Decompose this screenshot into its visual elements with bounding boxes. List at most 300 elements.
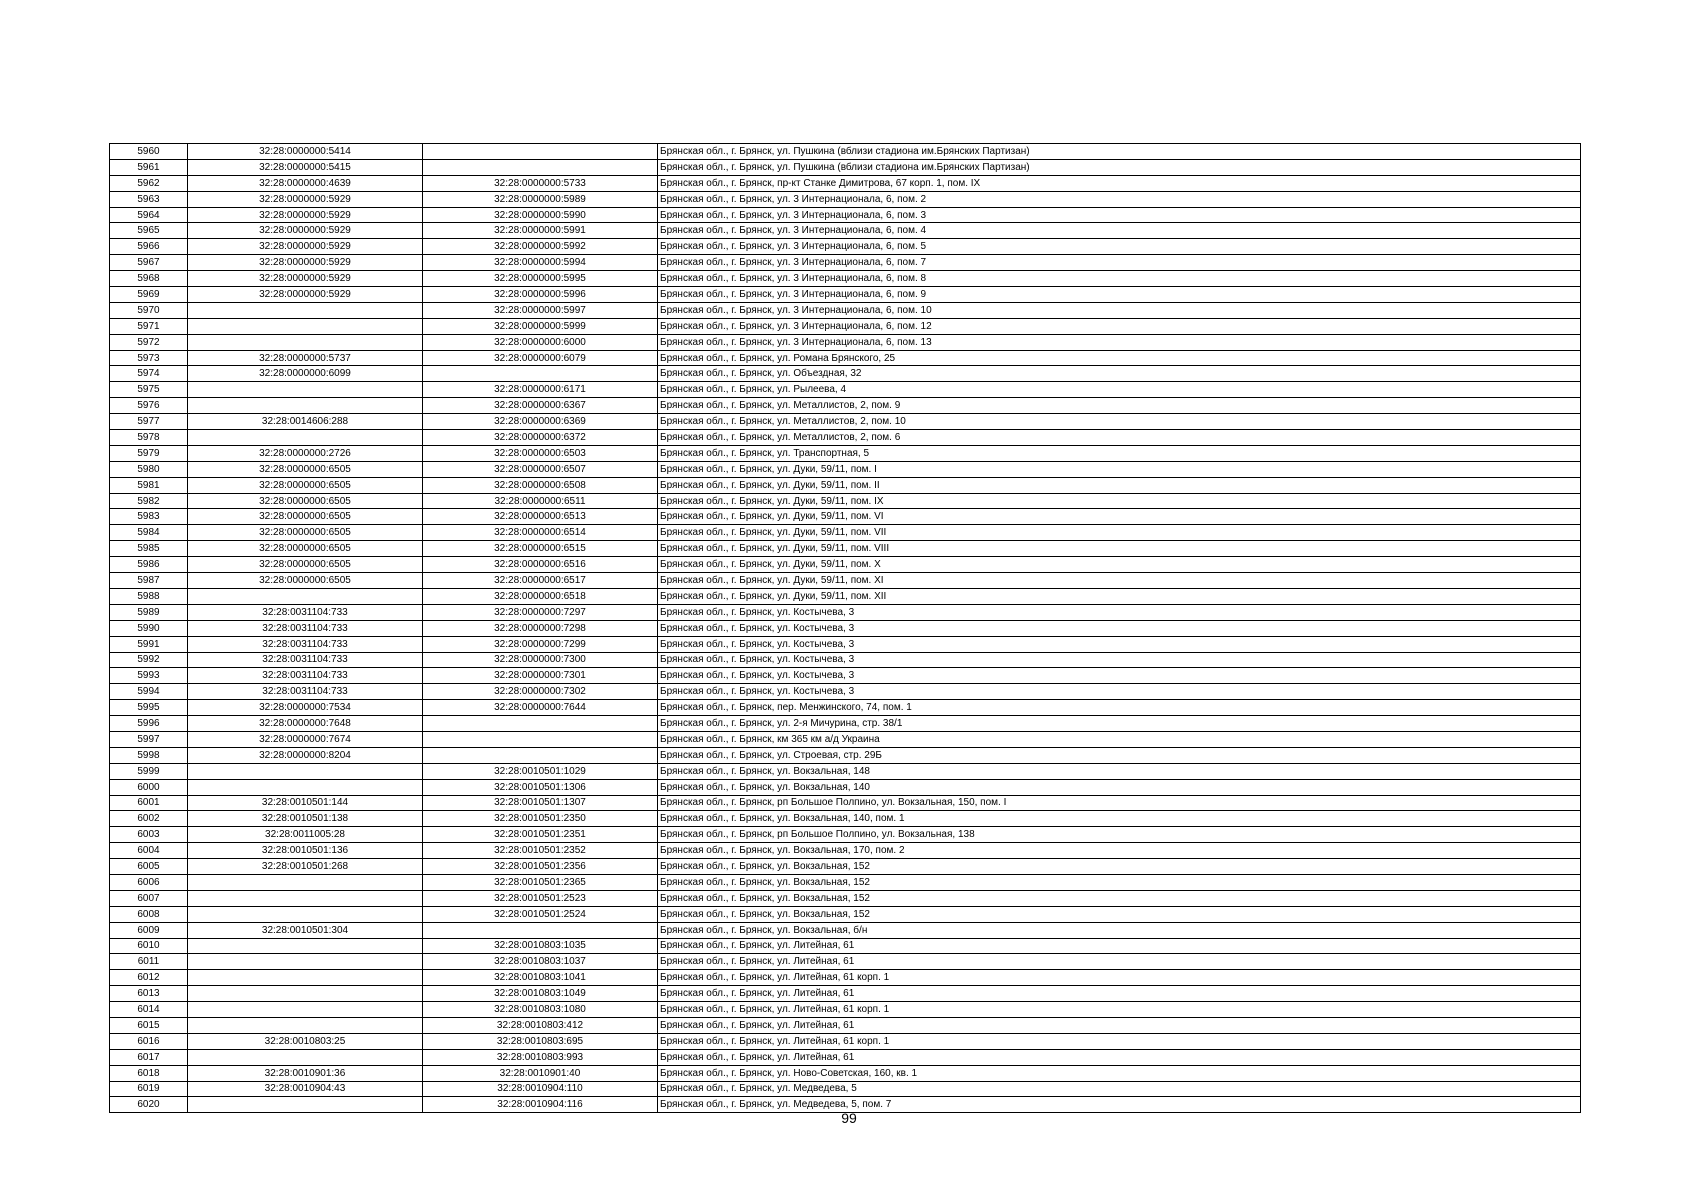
table-row	[110, 795, 1581, 811]
address-cell: Брянская обл., г. Брянск, ул. Ново-Советская, 160, кв. 1	[658, 1065, 1581, 1081]
related-cadastral-number-cell: 32:28:0010803:1041	[423, 970, 658, 986]
address-cell: Брянская обл., г. Брянск, ул. Дуки, 59/11, пом. VI	[658, 509, 1581, 525]
address-cell: Брянская обл., г. Брянск, ул. 2-я Мичурина, стр. 38/1	[658, 716, 1581, 732]
row-number-cell: 6007	[110, 890, 188, 906]
row-number-cell: 5996	[110, 716, 188, 732]
cadastral-number-cell: 32:28:0000000:5929	[188, 287, 423, 303]
cadastral-number-cell	[188, 986, 423, 1002]
cadastral-number-cell: 32:28:0000000:5929	[188, 271, 423, 287]
property-register-table	[109, 143, 1581, 1113]
address-cell: Брянская обл., г. Брянск, ул. Романа Брянского, 25	[658, 350, 1581, 366]
related-cadastral-number-cell: 32:28:0000000:6515	[423, 541, 658, 557]
row-number-cell: 5976	[110, 398, 188, 414]
cadastral-number-cell: 32:28:0000000:6505	[188, 461, 423, 477]
address-cell: Брянская обл., г. Брянск, ул. 3 Интернационала, 6, пом. 3	[658, 207, 1581, 223]
table-row	[110, 588, 1581, 604]
table-row	[110, 859, 1581, 875]
table-row	[110, 684, 1581, 700]
address-cell: Брянская обл., г. Брянск, пер. Менжинского, 74, пом. 1	[658, 700, 1581, 716]
row-number-cell: 5963	[110, 191, 188, 207]
cadastral-number-cell: 32:28:0000000:6099	[188, 366, 423, 382]
row-number-cell: 5965	[110, 223, 188, 239]
cadastral-number-cell: 32:28:0031104:733	[188, 636, 423, 652]
address-cell: Брянская обл., г. Брянск, ул. Вокзальная, 152	[658, 890, 1581, 906]
cadastral-number-cell: 32:28:0000000:7674	[188, 731, 423, 747]
row-number-cell: 6012	[110, 970, 188, 986]
related-cadastral-number-cell: 32:28:0010501:2524	[423, 906, 658, 922]
related-cadastral-number-cell: 32:28:0000000:6511	[423, 493, 658, 509]
table-row	[110, 541, 1581, 557]
address-cell: Брянская обл., г. Брянск, рп Большое Полпино, ул. Вокзальная, 150, пом. I	[658, 795, 1581, 811]
related-cadastral-number-cell: 32:28:0010501:2356	[423, 859, 658, 875]
address-cell: Брянская обл., г. Брянск, ул. Металлистов, 2, пом. 10	[658, 414, 1581, 430]
row-number-cell: 5994	[110, 684, 188, 700]
row-number-cell: 6003	[110, 827, 188, 843]
cadastral-number-cell	[188, 890, 423, 906]
row-number-cell: 6006	[110, 874, 188, 890]
row-number-cell: 6005	[110, 859, 188, 875]
row-number-cell: 6018	[110, 1065, 188, 1081]
address-cell: Брянская обл., г. Брянск, ул. Костычева, 3	[658, 636, 1581, 652]
table-row	[110, 350, 1581, 366]
table-row	[110, 430, 1581, 446]
table-row	[110, 1002, 1581, 1018]
row-number-cell: 5961	[110, 159, 188, 175]
row-number-cell: 6002	[110, 811, 188, 827]
cadastral-number-cell: 32:28:0000000:6505	[188, 493, 423, 509]
address-cell: Брянская обл., г. Брянск, ул. 3 Интернационала, 6, пом. 9	[658, 287, 1581, 303]
address-cell: Брянская обл., г. Брянск, ул. 3 Интернационала, 6, пом. 7	[658, 255, 1581, 271]
address-cell: Брянская обл., г. Брянск, ул. Вокзальная, б/н	[658, 922, 1581, 938]
related-cadastral-number-cell	[423, 366, 658, 382]
table-row	[110, 716, 1581, 732]
cadastral-number-cell: 32:28:0000000:8204	[188, 747, 423, 763]
table-row	[110, 414, 1581, 430]
related-cadastral-number-cell: 32:28:0010803:1049	[423, 986, 658, 1002]
cadastral-number-cell: 32:28:0000000:6505	[188, 557, 423, 573]
table-row	[110, 271, 1581, 287]
related-cadastral-number-cell: 32:28:0000000:5995	[423, 271, 658, 287]
address-cell: Брянская обл., г. Брянск, ул. Вокзальная, 148	[658, 763, 1581, 779]
address-cell: Брянская обл., г. Брянск, ул. Дуки, 59/11, пом. IX	[658, 493, 1581, 509]
address-cell: Брянская обл., г. Брянск, ул. Пушкина (вблизи стадиона им.Брянских Партизан)	[658, 144, 1581, 160]
address-cell: Брянская обл., г. Брянск, ул. Вокзальная, 140	[658, 779, 1581, 795]
cadastral-number-cell: 32:28:0000000:6505	[188, 541, 423, 557]
address-cell: Брянская обл., г. Брянск, ул. Дуки, 59/11, пом. XII	[658, 588, 1581, 604]
related-cadastral-number-cell: 32:28:0010803:1037	[423, 954, 658, 970]
related-cadastral-number-cell: 32:28:0000000:5990	[423, 207, 658, 223]
related-cadastral-number-cell: 32:28:0000000:7302	[423, 684, 658, 700]
related-cadastral-number-cell: 32:28:0000000:6503	[423, 445, 658, 461]
address-cell: Брянская обл., г. Брянск, ул. Литейная, 61	[658, 986, 1581, 1002]
row-number-cell: 5980	[110, 461, 188, 477]
row-number-cell: 6014	[110, 1002, 188, 1018]
table-row	[110, 986, 1581, 1002]
related-cadastral-number-cell	[423, 731, 658, 747]
related-cadastral-number-cell: 32:28:0000000:5999	[423, 318, 658, 334]
row-number-cell: 5991	[110, 636, 188, 652]
cadastral-number-cell: 32:28:0000000:7648	[188, 716, 423, 732]
cadastral-number-cell	[188, 398, 423, 414]
table-row	[110, 287, 1581, 303]
cadastral-number-cell	[188, 382, 423, 398]
related-cadastral-number-cell: 32:28:0000000:5733	[423, 175, 658, 191]
row-number-cell: 5993	[110, 668, 188, 684]
row-number-cell: 6008	[110, 906, 188, 922]
related-cadastral-number-cell: 32:28:0000000:5997	[423, 302, 658, 318]
table-row	[110, 636, 1581, 652]
row-number-cell: 5970	[110, 302, 188, 318]
cadastral-number-cell: 32:28:0000000:6505	[188, 509, 423, 525]
row-number-cell: 5983	[110, 509, 188, 525]
table-row	[110, 700, 1581, 716]
related-cadastral-number-cell: 32:28:0010501:2352	[423, 843, 658, 859]
cadastral-number-cell	[188, 906, 423, 922]
row-number-cell: 5969	[110, 287, 188, 303]
address-cell: Брянская обл., г. Брянск, ул. 3 Интернационала, 6, пом. 4	[658, 223, 1581, 239]
related-cadastral-number-cell: 32:28:0010501:2351	[423, 827, 658, 843]
table-row	[110, 239, 1581, 255]
related-cadastral-number-cell: 32:28:0000000:7301	[423, 668, 658, 684]
address-cell: Брянская обл., г. Брянск, ул. 3 Интернационала, 6, пом. 10	[658, 302, 1581, 318]
table-row	[110, 747, 1581, 763]
table-row	[110, 890, 1581, 906]
cadastral-number-cell	[188, 302, 423, 318]
cadastral-number-cell	[188, 318, 423, 334]
table-row	[110, 1049, 1581, 1065]
related-cadastral-number-cell	[423, 159, 658, 175]
address-cell: Брянская обл., г. Брянск, ул. Медведева, 5, пом. 7	[658, 1097, 1581, 1113]
cadastral-number-cell: 32:28:0000000:5414	[188, 144, 423, 160]
related-cadastral-number-cell: 32:28:0010501:1029	[423, 763, 658, 779]
row-number-cell: 5974	[110, 366, 188, 382]
related-cadastral-number-cell: 32:28:0000000:7300	[423, 652, 658, 668]
address-cell: Брянская обл., г. Брянск, ул. Рылеева, 4	[658, 382, 1581, 398]
address-cell: Брянская обл., г. Брянск, ул. Вокзальная, 152	[658, 906, 1581, 922]
related-cadastral-number-cell: 32:28:0000000:6518	[423, 588, 658, 604]
address-cell: Брянская обл., г. Брянск, ул. Костычева, 3	[658, 620, 1581, 636]
related-cadastral-number-cell	[423, 922, 658, 938]
related-cadastral-number-cell: 32:28:0010803:1080	[423, 1002, 658, 1018]
table-row	[110, 668, 1581, 684]
row-number-cell: 6009	[110, 922, 188, 938]
table-row	[110, 509, 1581, 525]
address-cell: Брянская обл., г. Брянск, ул. Дуки, 59/11, пом. X	[658, 557, 1581, 573]
table-row	[110, 779, 1581, 795]
table-row	[110, 938, 1581, 954]
related-cadastral-number-cell: 32:28:0010501:2365	[423, 874, 658, 890]
row-number-cell: 5975	[110, 382, 188, 398]
row-number-cell: 6004	[110, 843, 188, 859]
cadastral-number-cell: 32:28:0010803:25	[188, 1033, 423, 1049]
address-cell: Брянская обл., г. Брянск, ул. 3 Интернационала, 6, пом. 13	[658, 334, 1581, 350]
table-row	[110, 334, 1581, 350]
table-row	[110, 1033, 1581, 1049]
table-row	[110, 954, 1581, 970]
cadastral-number-cell: 32:28:0010501:144	[188, 795, 423, 811]
cadastral-number-cell: 32:28:0010501:136	[188, 843, 423, 859]
table-row	[110, 366, 1581, 382]
cadastral-number-cell: 32:28:0010501:268	[188, 859, 423, 875]
cadastral-number-cell	[188, 779, 423, 795]
address-cell: Брянская обл., г. Брянск, пр-кт Станке Димитрова, 67 корп. 1, пом. IX	[658, 175, 1581, 191]
related-cadastral-number-cell: 32:28:0010501:1306	[423, 779, 658, 795]
address-cell: Брянская обл., г. Брянск, ул. Литейная, 61	[658, 938, 1581, 954]
row-number-cell: 6010	[110, 938, 188, 954]
address-cell: Брянская обл., г. Брянск, ул. Вокзальная, 152	[658, 859, 1581, 875]
table-row	[110, 874, 1581, 890]
cadastral-number-cell: 32:28:0000000:5929	[188, 191, 423, 207]
row-number-cell: 6011	[110, 954, 188, 970]
table-row	[110, 906, 1581, 922]
cadastral-number-cell	[188, 430, 423, 446]
table-row	[110, 1017, 1581, 1033]
row-number-cell: 5986	[110, 557, 188, 573]
row-number-cell: 5968	[110, 271, 188, 287]
table-row	[110, 318, 1581, 334]
table-row	[110, 302, 1581, 318]
cadastral-number-cell: 32:28:0031104:733	[188, 604, 423, 620]
related-cadastral-number-cell: 32:28:0000000:7297	[423, 604, 658, 620]
row-number-cell: 5978	[110, 430, 188, 446]
row-number-cell: 5984	[110, 525, 188, 541]
address-cell: Брянская обл., г. Брянск, ул. Медведева, 5	[658, 1081, 1581, 1097]
address-cell: Брянская обл., г. Брянск, ул. Литейная, 61	[658, 1049, 1581, 1065]
cadastral-number-cell: 32:28:0000000:6505	[188, 525, 423, 541]
row-number-cell: 5964	[110, 207, 188, 223]
table-row	[110, 843, 1581, 859]
table-row	[110, 620, 1581, 636]
table-row	[110, 827, 1581, 843]
address-cell: Брянская обл., г. Брянск, ул. 3 Интернационала, 6, пом. 8	[658, 271, 1581, 287]
address-cell: Брянская обл., г. Брянск, ул. 3 Интернационала, 6, пом. 2	[658, 191, 1581, 207]
cadastral-number-cell: 32:28:0000000:5929	[188, 255, 423, 271]
address-cell: Брянская обл., г. Брянск, ул. Дуки, 59/11, пом. VII	[658, 525, 1581, 541]
related-cadastral-number-cell: 32:28:0010904:110	[423, 1081, 658, 1097]
table-row	[110, 398, 1581, 414]
table-row	[110, 604, 1581, 620]
related-cadastral-number-cell: 32:28:0010501:2523	[423, 890, 658, 906]
address-cell: Брянская обл., г. Брянск, ул. Литейная, 61 корп. 1	[658, 1033, 1581, 1049]
address-cell: Брянская обл., г. Брянск, рп Большое Полпино, ул. Вокзальная, 138	[658, 827, 1581, 843]
cadastral-number-cell	[188, 874, 423, 890]
cadastral-number-cell	[188, 1002, 423, 1018]
address-cell: Брянская обл., г. Брянск, ул. 3 Интернационала, 6, пом. 12	[658, 318, 1581, 334]
row-number-cell: 5966	[110, 239, 188, 255]
cadastral-number-cell	[188, 763, 423, 779]
address-cell: Брянская обл., г. Брянск, ул. Костычева, 3	[658, 604, 1581, 620]
related-cadastral-number-cell: 32:28:0000000:6369	[423, 414, 658, 430]
row-number-cell: 5967	[110, 255, 188, 271]
cadastral-number-cell	[188, 1017, 423, 1033]
cadastral-number-cell: 32:28:0000000:5415	[188, 159, 423, 175]
cadastral-number-cell: 32:28:0000000:5929	[188, 223, 423, 239]
row-number-cell: 5977	[110, 414, 188, 430]
related-cadastral-number-cell: 32:28:0000000:6508	[423, 477, 658, 493]
table-row	[110, 445, 1581, 461]
cadastral-number-cell: 32:28:0031104:733	[188, 668, 423, 684]
register-body	[110, 144, 1581, 1113]
cadastral-number-cell: 32:28:0000000:4639	[188, 175, 423, 191]
related-cadastral-number-cell: 32:28:0000000:6367	[423, 398, 658, 414]
cadastral-number-cell	[188, 970, 423, 986]
related-cadastral-number-cell: 32:28:0010901:40	[423, 1065, 658, 1081]
address-cell: Брянская обл., г. Брянск, ул. Транспортная, 5	[658, 445, 1581, 461]
row-number-cell: 6020	[110, 1097, 188, 1113]
address-cell: Брянская обл., г. Брянск, км 365 км а/д Украина	[658, 731, 1581, 747]
related-cadastral-number-cell	[423, 144, 658, 160]
table-row	[110, 811, 1581, 827]
table-row	[110, 175, 1581, 191]
address-cell: Брянская обл., г. Брянск, ул. 3 Интернационала, 6, пом. 5	[658, 239, 1581, 255]
cadastral-number-cell: 32:28:0000000:5737	[188, 350, 423, 366]
related-cadastral-number-cell: 32:28:0000000:7644	[423, 700, 658, 716]
row-number-cell: 6013	[110, 986, 188, 1002]
address-cell: Брянская обл., г. Брянск, ул. Дуки, 59/11, пом. II	[658, 477, 1581, 493]
address-cell: Брянская обл., г. Брянск, ул. Костычева, 3	[658, 652, 1581, 668]
row-number-cell: 5988	[110, 588, 188, 604]
cadastral-number-cell: 32:28:0000000:6505	[188, 477, 423, 493]
cadastral-number-cell: 32:28:0000000:6505	[188, 573, 423, 589]
cadastral-number-cell	[188, 954, 423, 970]
row-number-cell: 6016	[110, 1033, 188, 1049]
address-cell: Брянская обл., г. Брянск, ул. Литейная, 61 корп. 1	[658, 970, 1581, 986]
related-cadastral-number-cell: 32:28:0000000:6516	[423, 557, 658, 573]
row-number-cell: 5998	[110, 747, 188, 763]
address-cell: Брянская обл., г. Брянск, ул. Металлистов, 2, пом. 6	[658, 430, 1581, 446]
table-row	[110, 159, 1581, 175]
cadastral-number-cell: 32:28:0000000:2726	[188, 445, 423, 461]
related-cadastral-number-cell: 32:28:0000000:6372	[423, 430, 658, 446]
related-cadastral-number-cell: 32:28:0000000:7299	[423, 636, 658, 652]
row-number-cell: 6017	[110, 1049, 188, 1065]
related-cadastral-number-cell: 32:28:0010803:993	[423, 1049, 658, 1065]
row-number-cell: 6001	[110, 795, 188, 811]
address-cell: Брянская обл., г. Брянск, ул. Вокзальная, 152	[658, 874, 1581, 890]
cadastral-number-cell	[188, 1049, 423, 1065]
related-cadastral-number-cell: 32:28:0010501:1307	[423, 795, 658, 811]
related-cadastral-number-cell: 32:28:0000000:6171	[423, 382, 658, 398]
related-cadastral-number-cell: 32:28:0010803:695	[423, 1033, 658, 1049]
cadastral-number-cell: 32:28:0000000:5929	[188, 207, 423, 223]
related-cadastral-number-cell: 32:28:0000000:5991	[423, 223, 658, 239]
table-row	[110, 255, 1581, 271]
related-cadastral-number-cell: 32:28:0010803:1035	[423, 938, 658, 954]
address-cell: Брянская обл., г. Брянск, ул. Литейная, 61 корп. 1	[658, 1002, 1581, 1018]
row-number-cell: 6000	[110, 779, 188, 795]
table-row	[110, 207, 1581, 223]
cadastral-number-cell: 32:28:0010904:43	[188, 1081, 423, 1097]
related-cadastral-number-cell: 32:28:0010501:2350	[423, 811, 658, 827]
row-number-cell: 5990	[110, 620, 188, 636]
cadastral-number-cell	[188, 938, 423, 954]
table-row	[110, 922, 1581, 938]
related-cadastral-number-cell: 32:28:0000000:5996	[423, 287, 658, 303]
row-number-cell: 5989	[110, 604, 188, 620]
table-row	[110, 1065, 1581, 1081]
row-number-cell: 5982	[110, 493, 188, 509]
related-cadastral-number-cell	[423, 716, 658, 732]
table-row	[110, 652, 1581, 668]
table-row	[110, 525, 1581, 541]
page-number: 99	[841, 1110, 857, 1126]
table-row	[110, 461, 1581, 477]
cadastral-number-cell: 32:28:0031104:733	[188, 652, 423, 668]
row-number-cell: 5972	[110, 334, 188, 350]
table-row	[110, 1081, 1581, 1097]
table-row	[110, 493, 1581, 509]
row-number-cell: 5987	[110, 573, 188, 589]
row-number-cell: 5992	[110, 652, 188, 668]
address-cell: Брянская обл., г. Брянск, ул. Литейная, 61	[658, 1017, 1581, 1033]
cadastral-number-cell: 32:28:0011005:28	[188, 827, 423, 843]
cadastral-number-cell: 32:28:0010901:36	[188, 1065, 423, 1081]
row-number-cell: 5960	[110, 144, 188, 160]
table-row	[110, 970, 1581, 986]
row-number-cell: 5981	[110, 477, 188, 493]
table-row	[110, 573, 1581, 589]
related-cadastral-number-cell: 32:28:0000000:6000	[423, 334, 658, 350]
related-cadastral-number-cell: 32:28:0000000:6079	[423, 350, 658, 366]
row-number-cell: 6019	[110, 1081, 188, 1097]
table-row	[110, 223, 1581, 239]
address-cell: Брянская обл., г. Брянск, ул. Металлистов, 2, пом. 9	[658, 398, 1581, 414]
cadastral-number-cell	[188, 334, 423, 350]
related-cadastral-number-cell: 32:28:0000000:5992	[423, 239, 658, 255]
row-number-cell: 5979	[110, 445, 188, 461]
related-cadastral-number-cell: 32:28:0000000:5994	[423, 255, 658, 271]
address-cell: Брянская обл., г. Брянск, ул. Строевая, стр. 29Б	[658, 747, 1581, 763]
row-number-cell: 5997	[110, 731, 188, 747]
row-number-cell: 5971	[110, 318, 188, 334]
address-cell: Брянская обл., г. Брянск, ул. Литейная, 61	[658, 954, 1581, 970]
table-row	[110, 557, 1581, 573]
address-cell: Брянская обл., г. Брянск, ул. Объездная, 32	[658, 366, 1581, 382]
cadastral-number-cell: 32:28:0031104:733	[188, 620, 423, 636]
cadastral-number-cell: 32:28:0010501:138	[188, 811, 423, 827]
row-number-cell: 5995	[110, 700, 188, 716]
address-cell: Брянская обл., г. Брянск, ул. Дуки, 59/11, пом. I	[658, 461, 1581, 477]
related-cadastral-number-cell: 32:28:0000000:6513	[423, 509, 658, 525]
address-cell: Брянская обл., г. Брянск, ул. Вокзальная, 170, пом. 2	[658, 843, 1581, 859]
table-row	[110, 144, 1581, 160]
related-cadastral-number-cell: 32:28:0000000:6507	[423, 461, 658, 477]
address-cell: Брянская обл., г. Брянск, ул. Костычева, 3	[658, 668, 1581, 684]
table-row	[110, 191, 1581, 207]
cadastral-number-cell: 32:28:0014606:288	[188, 414, 423, 430]
table-row	[110, 763, 1581, 779]
row-number-cell: 5985	[110, 541, 188, 557]
address-cell: Брянская обл., г. Брянск, ул. Дуки, 59/11, пом. XI	[658, 573, 1581, 589]
cadastral-number-cell: 32:28:0010501:304	[188, 922, 423, 938]
related-cadastral-number-cell: 32:28:0010803:412	[423, 1017, 658, 1033]
table-row	[110, 477, 1581, 493]
cadastral-number-cell: 32:28:0000000:7534	[188, 700, 423, 716]
cadastral-number-cell	[188, 588, 423, 604]
address-cell: Брянская обл., г. Брянск, ул. Дуки, 59/11, пом. VIII	[658, 541, 1581, 557]
cadastral-number-cell: 32:28:0000000:5929	[188, 239, 423, 255]
row-number-cell: 5962	[110, 175, 188, 191]
related-cadastral-number-cell: 32:28:0000000:7298	[423, 620, 658, 636]
related-cadastral-number-cell: 32:28:0000000:6517	[423, 573, 658, 589]
row-number-cell: 5973	[110, 350, 188, 366]
related-cadastral-number-cell: 32:28:0000000:5989	[423, 191, 658, 207]
related-cadastral-number-cell	[423, 747, 658, 763]
address-cell: Брянская обл., г. Брянск, ул. Пушкина (вблизи стадиона им.Брянских Партизан)	[658, 159, 1581, 175]
related-cadastral-number-cell: 32:28:0010904:116	[423, 1097, 658, 1113]
table-row	[110, 731, 1581, 747]
address-cell: Брянская обл., г. Брянск, ул. Костычева, 3	[658, 684, 1581, 700]
